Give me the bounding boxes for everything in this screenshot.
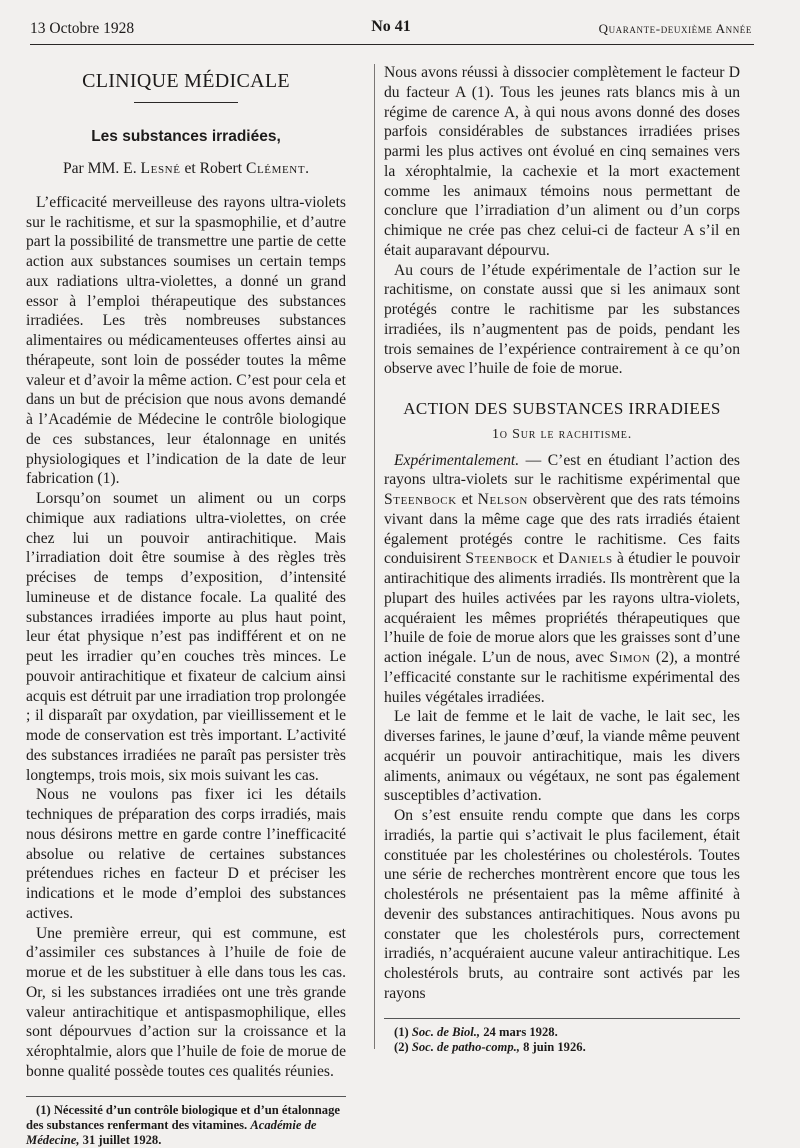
section-heading: ACTION DES SUBSTANCES IRRADIEES — [403, 399, 721, 418]
paragraph — [384, 451, 740, 708]
paragraph: L’efficacité merveilleuse des rayons ultra-violets sur le rachitisme, et sur la spasmophilie, et d’autre part la possibilité de transmettre une partie de cette action aux substances soumises un certain temps aux radiations ultra-violettes, a donné un grand essor à l’emploi thérapeutique des substances irradiées. Les très nombreuses substances alimentaires ou médicamenteuses offertes ainsi au thérapeute, sont loin de posséder toutes la même valeur et d’avoir la même action. C’est pour cela et dans un but de précision que nous avons demandé à l’Académie de Médecine le contrôle biologique de ces substances, leur étalonnage en unités physiologiques et l’indication de la date de leur fabrication (1). — [26, 193, 346, 488]
paragraph: Au cours de l’étude expérimentale de l’action sur le rachitisme, on constate aussi que si les animaux sont protégés contre le rachitisme par les substances irradiées, ils n’augmentent pas de poids, pendant les trois semaines de l’expérience contrairement à ce qu’on observe avec l’huile de foie de morue. — [384, 261, 740, 378]
title-rule — [134, 102, 238, 103]
subsection-heading: 1o Sur le rachitisme. — [491, 426, 633, 442]
authors-line — [26, 159, 346, 179]
footnote-date: 31 juillet 1928. — [82, 1132, 162, 1147]
publication-year: Quarante-deuxième Année — [598, 21, 752, 36]
footnote-date: 8 juin 1926. — [523, 1039, 586, 1054]
footnote-source: Académie de Médecine, — [26, 1117, 317, 1147]
lead-in: Expérimentalement. — [394, 451, 520, 469]
footnote-date: 24 mars 1928. — [483, 1024, 558, 1039]
author-clement: Clément — [245, 160, 306, 177]
paragraph: Lorsqu’on soumet un aliment ou un corps chimique aux radiations ultra-violettes, on crée chez lui un pouvoir antirachitique. Mais l’irradiation doit être soumise à des règles très précises de temps d’exposition, d’intensité lumineuse et de distance focale. La qualité des substances irradiées importe au plus haut point, leur état physique n’est pas indifférent et on ne peut les irradier qu’en couches très minces. Le pouvoir antirachitique et fixateur de calcium ainsi acquis est détruit par une irradiation trop prolongée ; il disparaît par oxydation, par vieillissement et le mode de conservation est très important. L’activité des substances irradiées ne paraît pas persister très longtemps, trois mois, six mois suivant les cas. — [26, 490, 346, 784]
footnote-text: (1) Nécessité d’un contrôle biologique et d’un étalonnage des substances renfermant des vitamines. — [26, 1102, 340, 1132]
author-ref: Steenbock — [384, 491, 457, 508]
issue-date: 13 Octobre 1928 — [30, 20, 135, 37]
authors-prefix: Par MM. E. — [62, 160, 137, 177]
author-ref: Nelson — [477, 491, 528, 508]
footnote — [26, 1103, 346, 1148]
right-column — [384, 63, 740, 1055]
paragraph: Le lait de femme et le lait de vache, le lait sec, les diverses farines, le jaune d’œuf, la viande même peuvent acquérir un pouvoir antirachitique, mais les divers aliments, animaux ou végétaux, ne sont pas également susceptibles d’activation. — [384, 708, 740, 805]
section-title: CLINIQUE MÉDICALE — [82, 70, 290, 92]
authors-mid: et Robert — [184, 160, 243, 177]
footnote — [384, 1025, 740, 1040]
authors-suffix: . — [305, 160, 310, 177]
footnote-rule — [26, 1096, 346, 1097]
footnote-number: (2) — [394, 1039, 409, 1054]
paragraph: Nous avons réussi à dissocier complètement le facteur D du facteur A (1). Tous les jeunes rats blancs mis à un régime de carence A, à qui nous avons donné des doses parfois considérables de substances irradiées prises parmi les plus actives ont évolué en cinq semaines vers la xérophtalmie, la cachexie et la mort exactement comme les animaux témoins nous permettant de conclure que l’irradiation d’un aliment ou d’un corps chimique ne crée pas chez celui-ci de facteur A s’il en était auparavant dépourvu. — [384, 64, 740, 259]
author-ref: Daniels — [558, 550, 613, 568]
author-lesne: Lesné — [140, 160, 181, 177]
author-ref: Steenbock — [465, 550, 539, 568]
text-run: et — [456, 491, 478, 508]
column-divider — [374, 64, 375, 1049]
text-run: observèrent que des rats témoins vivant dans la même cage que des rats irradiés étaient également protégés contre le rachitisme. Ces faits conduisirent — [384, 491, 740, 568]
page-header — [30, 18, 752, 40]
paragraph: Une première erreur, qui est commune, est d’assimiler ces substances à l’huile de foie de morue et de les substituer à elle dans tous les cas. Or, si les substances irradiées ont une très grande valeur antirachitique et antispasmophilique, elles sont dépourvues d’action sur la croissance et la xérophtalmie, alors que l’huile de foie de morue de bonne qualité possède toutes ces qualités réunies. — [26, 924, 346, 1080]
footnote-number: (1) — [394, 1024, 409, 1039]
author-ref: Simon — [609, 649, 651, 666]
header-rule — [30, 44, 754, 45]
footnote-source: Soc. de Biol., — [411, 1024, 481, 1039]
issue-number: No 41 — [371, 18, 411, 35]
paragraph: Nous ne voulons pas fixer ici les détails techniques de préparation des corps irradiés, mais nous désirons mettre en garde contre l’inefficacité absolue ou relative de certaines substances prétendues riches en facteur D et préciser les indications et le mode d’emploi des substances actives. — [26, 786, 346, 922]
footnote — [384, 1040, 740, 1055]
footnote-rule — [384, 1018, 740, 1019]
article-title: Les substances irradiées, — [91, 128, 281, 145]
text-run: — C’est en étudiant l’action des rayons ultra-violets sur le rachitisme expérimental que — [384, 451, 740, 489]
left-column — [26, 64, 346, 1148]
paragraph: On s’est ensuite rendu compte que dans les corps irradiés, la partie qui s’activait le plus facilement, était constituée par les cholestérines ou cholestérols. Toutes une série de recherches montrèrent encore que tous les cholestérols ne présentaient pas la même affinité à devenir des substances antirachitiques. Nous avons pu constater que les cholestérols purs, correctement irradiés, n’acquéraient aucune valeur antirachitique. Les cholestérols bruts, au contraire sont activés par les rayons — [384, 807, 740, 1002]
text-run: à étudier le pouvoir antirachitique des aliments irradiés. Ils montrèrent que la plupart des huiles activées par les rayons ultra-violets, acquéraient les mêmes propriétés thérapeutiques que l’huile de foie de morue alors que les graisses sont d’une action inégale. L’un de nous, avec — [384, 550, 740, 666]
text-run: (2), a montré l’efficacité constante sur le rachitisme expérimental des huiles végétales irradiées. — [384, 649, 740, 706]
text-run: et — [538, 550, 559, 568]
footnote-source: Soc. de patho-comp., — [411, 1039, 520, 1054]
